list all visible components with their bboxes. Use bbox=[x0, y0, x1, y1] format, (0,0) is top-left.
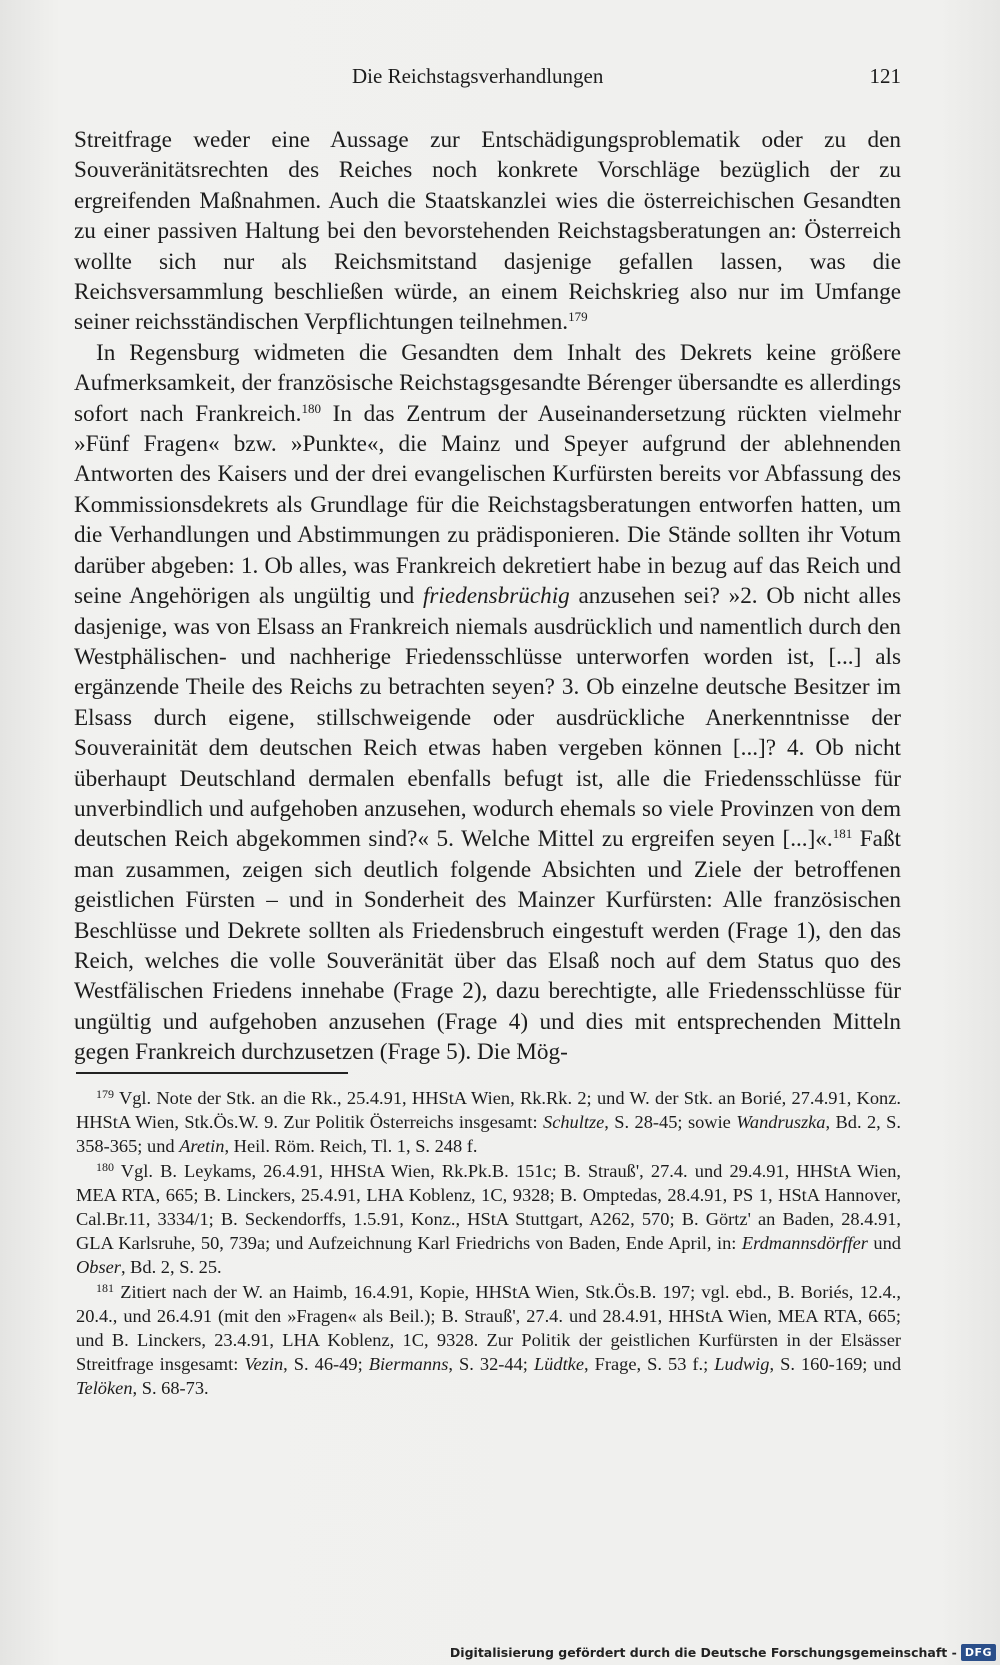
paragraph-text: In Regensburg widmeten die Gesandten dem Inhalt des Dekrets keine größere Aufmerksamkeit, der französische Reichstagsgesandte Bérenger übersandte es allerdings sofort nach Frankreich. bbox=[74, 339, 901, 427]
body-text bbox=[74, 125, 901, 1068]
author-name: Vezin bbox=[244, 1354, 284, 1374]
footnote-ref: 180 bbox=[301, 400, 321, 416]
footnote-text: , S. 160-169; und bbox=[769, 1354, 902, 1374]
footnote bbox=[76, 1280, 901, 1400]
author-name: Telöken bbox=[76, 1378, 133, 1398]
footnote-text: , Heil. Röm. Reich, Tl. 1, S. 248 f. bbox=[224, 1136, 478, 1156]
author-name: Ludwig bbox=[714, 1354, 770, 1374]
footnote-text: , Bd. 2, S. 358-365; und bbox=[76, 1112, 901, 1156]
footnote bbox=[76, 1086, 901, 1158]
running-header bbox=[352, 64, 901, 96]
footnote bbox=[76, 1159, 901, 1279]
author-name: Lüdtke bbox=[533, 1354, 585, 1374]
footnote-text: , S. 28-45; sowie bbox=[604, 1112, 737, 1132]
footnote-number: 179 bbox=[96, 1087, 114, 1101]
paragraph-text: Streitfrage weder eine Aussage zur Entschädigungsproblematik oder zu den Souveränitätsrechten des Reiches noch konkrete Vorschläge bezüglich der zu ergreifenden Maßnahmen. Auch die Staatskanzlei wies die österreichischen Gesandten zu einer passiven Haltung bei den bevorstehenden Reichstagsberatungen an: Österreich wollte sich nur als Reichsmitstand dasjenige gefallen lassen, was die Reichsversammlung beschließen würde, an einem Reichskrieg also nur im Umfange seiner reichsständischen Verpflichtungen teilnehmen. bbox=[74, 127, 901, 336]
author-name: Biermanns bbox=[368, 1354, 449, 1374]
paragraph-text: Faßt man zusammen, zeigen sich deutlich folgende Absichten und Ziele der betroffenen geistlichen Fürsten – und in Sonderheit des Mainzer Kurfürsten: Alle französischen Beschlüsse und Dekrete sollten als Friedensbruch eingestuft werden (Frage 1), den das Reich, welches die volle Souveränität über das Elsaß noch auf dem Status quo des Westfälischen Friedens innehabe (Frage 2), dazu berechtigte, alle Friedensschlüsse für ungültig und aufgehoben anzusehen (Frage 4) und dies mit entsprechenden Mitteln gegen Frankreich durchzusetzen (Frage 5). Die Mög- bbox=[74, 826, 901, 1066]
dfg-logo-icon: DFG bbox=[961, 1644, 996, 1661]
footnote-ref: 179 bbox=[568, 309, 588, 325]
running-title: Die Reichstagsverhandlungen bbox=[352, 64, 604, 88]
footnote-text: Vgl. Note der Stk. an die Rk., 25.4.91, HHStA Wien, Rk.Rk. 2; und W. der Stk. an Borié, 27.4.91, Konz. HHStA Wien, Stk.Ös.W. 9. Zur Politik Österreichs insgesamt: bbox=[76, 1088, 901, 1132]
author-name: Erdmannsdörffer bbox=[741, 1233, 868, 1253]
paragraph-text: anzusehen sei? »2. Ob nicht alles dasjenige, was von Elsass an Frankreich niemals ausdrücklich und namentlich durch den Westphälischen- und nachherige Friedensschlüsse unterworfen worden ist, [...] als ergänzende Theile des Reichs zu betrachten seyen? 3. Ob einzelne deutsche Besitzer im Elsass durch eigene, stillschweigende oder ausdrückliche Anerkenntnisse der Souverainität dem deutschen Reich etwas haben vergeben können [...]? 4. Ob nicht überhaupt Deutschland dermalen ebenfalls befugt ist, alle die Friedensschlüsse für unverbindlich und aufgehoben anzusehen, wodurch ehemals so viele Provinzen von dem deutschen Reich abgekommen sind?« 5. Welche Mittel zu ergreifen seyen [...]«. bbox=[74, 583, 901, 853]
author-name: Aretin bbox=[179, 1136, 225, 1156]
footnote-ref: 181 bbox=[832, 826, 853, 842]
author-name: Wandruszka bbox=[736, 1112, 826, 1132]
footnote-number: 181 bbox=[96, 1281, 114, 1295]
footnote-text: , S. 32-44; bbox=[448, 1354, 534, 1374]
paragraph bbox=[74, 125, 901, 338]
credit-text: Digitalisierung gefördert durch die Deutsche Forschungsgemeinschaft - bbox=[449, 1644, 957, 1660]
footnote-text: , Frage, S. 53 f.; bbox=[584, 1354, 715, 1374]
page-number: 121 bbox=[869, 64, 901, 88]
author-name: Schultze bbox=[543, 1112, 605, 1132]
paragraph-text: In das Zentrum der Auseinandersetzung rückten vielmehr »Fünf Fragen« bzw. »Punkte«, die Mainz und Speyer aufgrund der ablehnenden Antworten des Kaisers und der drei evangelischen Kurfürsten bereits vor Abfassung des Kommissionsdekrets als Grundlage für die Reichstagsberatungen entworfen hatten, um die Verhandlungen und Abstimmungen zu prädisponieren. Die Stände sollten ihr Votum darüber abgeben: 1. Ob alles, was Frankreich dekretiert habe in bezug auf das Reich und seine Angehörigen als ungültig und bbox=[74, 400, 901, 610]
footnote-text: und bbox=[867, 1233, 901, 1253]
footnote-text: Vgl. B. Leykams, 26.4.91, HHStA Wien, Rk.Pk.B. 151c; B. Strauß', 27.4. und 29.4.91, HHStA Wien, MEA RTA, 665; B. Linckers, 25.4.91, LHA Koblenz, 1C, 9328; B. Omptedas, 28.4.91, PS 1, HStA Hannover, Cal.Br.11, 3334/1; B. Seckendorffs, 1.5.91, Konz., HStA Stuttgart, A262, 570; B. Görtz' an Baden, 28.4.91, GLA Karlsruhe, 50, 739a; und Aufzeichnung Karl Friedrichs von Baden, Ende April, in: bbox=[76, 1161, 901, 1253]
footnote-number: 180 bbox=[96, 1160, 114, 1174]
footnote-text: , S. 68-73. bbox=[132, 1378, 209, 1398]
footnotes bbox=[76, 1086, 901, 1401]
paragraph bbox=[74, 338, 901, 1068]
footnote-text: Zitiert nach der W. an Haimb, 16.4.91, Kopie, HHStA Wien, Stk.Ös.B. 197; vgl. ebd., B. Boriés, 12.4., 20.4., und 26.4.91 (mit den »Fragen« als Beil.); B. Strauß', 27.4. und 28.4.91, HHStA Wien, MEA RTA, 665; und B. Linckers, 23.4.91, LHA Koblenz, 1C, 9328. Zur Politik der geistlichen Kurfürsten in der Elsässer Streitfrage insgesamt: bbox=[76, 1282, 901, 1374]
emphasis: friedensbrüchig bbox=[422, 583, 570, 610]
footnote-divider bbox=[76, 1072, 348, 1074]
digitization-credit bbox=[450, 1641, 996, 1663]
author-name: Obser bbox=[76, 1257, 121, 1277]
footnote-text: , S. 46-49; bbox=[283, 1354, 369, 1374]
footnote-text: , Bd. 2, S. 25. bbox=[120, 1257, 222, 1277]
